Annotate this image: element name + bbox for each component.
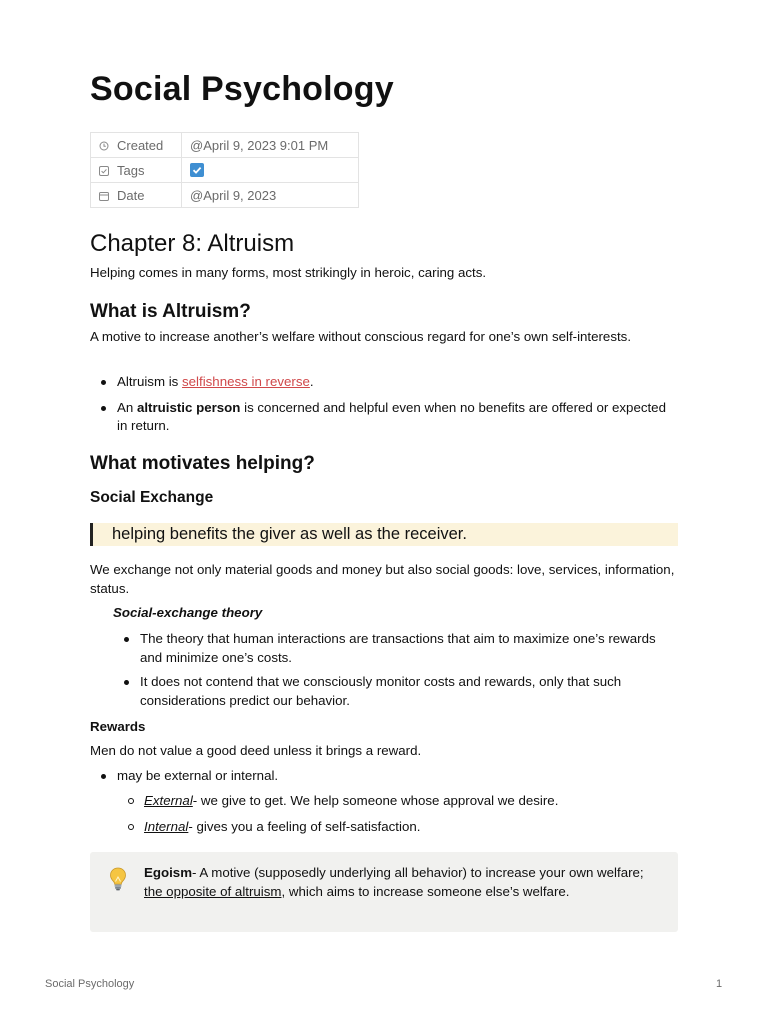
properties-table — [90, 132, 359, 208]
theory-label: Social-exchange theory — [113, 605, 263, 620]
property-key: Tags — [117, 162, 145, 178]
clock-icon — [99, 141, 109, 151]
page-number: 1 — [716, 978, 723, 990]
list-item: External- we give to get. We help someone whose approval we desire. — [144, 792, 678, 811]
checkbox-icon — [99, 166, 109, 176]
list-item: Internal- gives you a feeling of self-satisfaction. — [144, 818, 678, 837]
quote-block — [90, 523, 678, 546]
theory-bullets — [140, 630, 678, 710]
callout-block — [90, 852, 678, 932]
property-value[interactable]: @April 9, 2023 9:01 PM — [182, 133, 359, 158]
section-heading-motivates: What motivates helping? — [90, 453, 315, 474]
rewards-label: Rewards — [90, 719, 146, 734]
footer-title: Social Psychology — [45, 978, 135, 990]
opposite-of-altruism-link[interactable]: the opposite of altruism — [144, 883, 282, 899]
calendar-icon — [99, 191, 109, 201]
list-item: It does not contend that we consciously monitor costs and rewards, only that such considerations predict our behavior. — [140, 673, 678, 710]
page-title: Social Psychology — [90, 70, 394, 108]
chapter-intro: Helping comes in many forms, most strikingly in heroic, caring acts. — [90, 265, 487, 280]
property-row-tags — [91, 158, 359, 183]
list-item: may be external or internal. — [117, 767, 678, 786]
property-row-created — [91, 133, 359, 158]
altruism-bullets — [117, 373, 678, 436]
property-key: Date — [117, 187, 145, 203]
quote-text: helping benefits the giver as well as the receiver. — [112, 525, 467, 543]
tags-checkbox[interactable] — [190, 163, 204, 177]
property-row-date — [91, 183, 359, 208]
list-item: An altruistic person is concerned and helpful even when no benefits are offered or expected in return. — [117, 399, 678, 436]
section-heading-what-is: What is Altruism? — [90, 301, 251, 322]
quote-bar — [90, 523, 93, 546]
altruism-definition: A motive to increase another’s welfare without conscious regard for one’s own self-interests. — [90, 329, 632, 344]
list-item: Altruism is selfishness in reverse. — [117, 373, 678, 392]
exchange-text: We exchange not only material goods and money but also social goods: love, services, information, status. — [90, 562, 675, 596]
callout-text: Egoism- A motive (supposedly underlying all behavior) to increase your own welfare; the opposite of altruism, which aims to increase someone else’s welfare. — [144, 865, 644, 899]
subheading-social-exchange: Social Exchange — [90, 489, 214, 506]
rewards-bullets — [117, 767, 678, 786]
property-key: Created — [117, 137, 164, 153]
rewards-text: Men do not value a good deed unless it brings a reward. — [90, 743, 422, 758]
list-item: The theory that human interactions are transactions that aim to maximize one’s rewards and minimize one’s costs. — [140, 630, 678, 667]
selfishness-link[interactable]: selfishness in reverse — [182, 374, 310, 389]
lightbulb-icon — [106, 866, 130, 892]
chapter-heading: Chapter 8: Altruism — [90, 230, 295, 257]
rewards-sub-bullets — [144, 792, 678, 836]
property-value[interactable]: @April 9, 2023 — [182, 183, 359, 208]
